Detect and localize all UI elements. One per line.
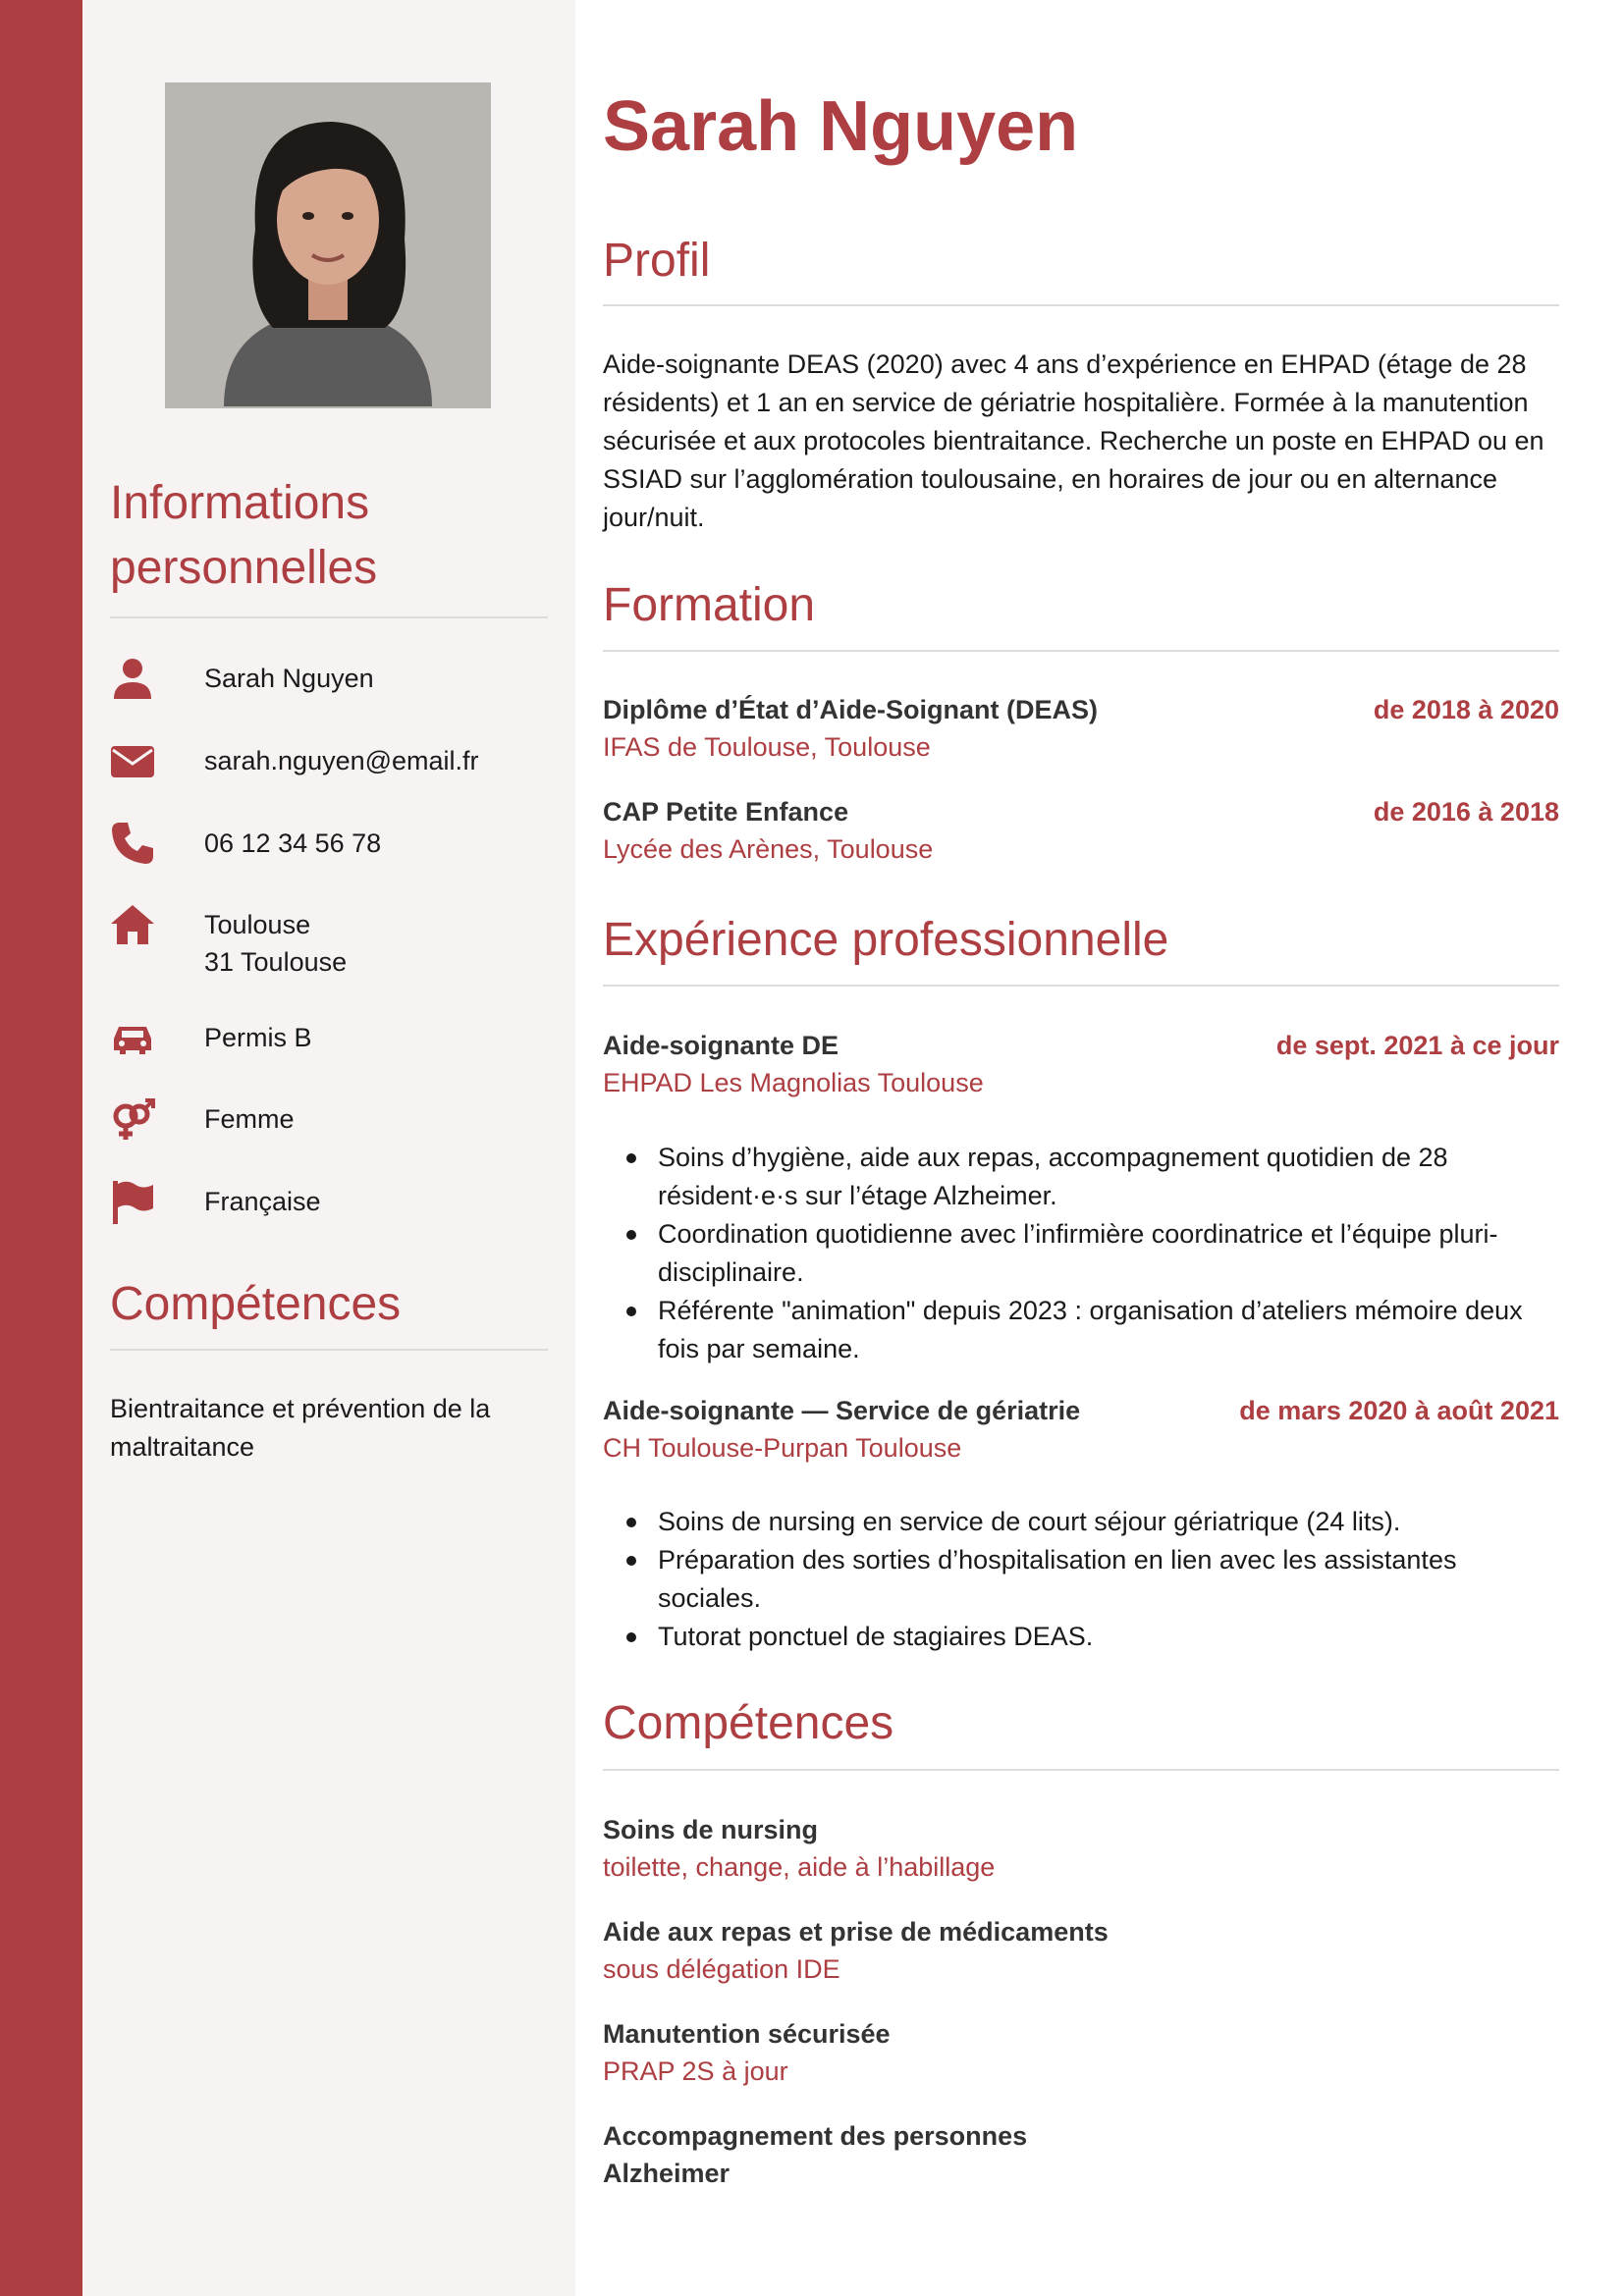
skill-title: Manutention sécurisée — [603, 2019, 891, 2049]
profil-heading: Profil — [603, 235, 711, 287]
address-city: Toulouse — [204, 910, 311, 939]
sidebar — [82, 0, 575, 2296]
list-item: Soins de nursing en service de court séjour gériatrique (24 lits). — [603, 1503, 1559, 1541]
formation-date: de 2018 à 2020 — [1373, 695, 1559, 724]
list-item: Préparation des sorties d’hospitalisation en lien avec les assistantes sociales. — [603, 1541, 1559, 1618]
info-license: Permis B — [110, 1015, 548, 1074]
sidebar-skill-text: Bientraitance et prévention de la maltraitance — [110, 1394, 491, 1462]
competences-heading: Compétences — [603, 1697, 894, 1749]
experience-title: Aide-soignante — Service de gériatrie — [603, 1396, 1081, 1425]
flag-icon — [110, 1179, 155, 1224]
formation-heading: Formation — [603, 579, 816, 631]
divider — [603, 985, 1559, 987]
sidebar-skills-heading: Compétences — [110, 1278, 402, 1330]
formation-item — [603, 793, 1559, 868]
formation-title: CAP Petite Enfance — [603, 797, 849, 827]
skill-title: Soins de nursing — [603, 1815, 819, 1844]
info-name: Sarah Nguyen — [110, 656, 548, 715]
skill-detail: toilette, change, aide à l’habillage — [603, 1852, 996, 1882]
experience-bullets — [603, 1139, 1559, 1368]
formation-place: Lycée des Arènes, Toulouse — [603, 834, 934, 864]
accent-bar — [0, 0, 82, 2296]
gender-icon — [110, 1096, 155, 1142]
divider — [603, 1769, 1559, 1771]
experience-date: de mars 2020 à août 2021 — [1239, 1396, 1559, 1425]
formation-title: Diplôme d’État d’Aide-Soignant (DEAS) — [603, 695, 1098, 724]
personal-info-heading: Informations personnelles — [110, 477, 378, 594]
user-icon — [110, 656, 155, 701]
list-item: Tutorat ponctuel de stagiaires DEAS. — [603, 1618, 1559, 1656]
info-phone: 06 12 34 56 78 — [110, 821, 548, 880]
skill-item — [603, 1913, 1192, 1988]
formation-place: IFAS de Toulouse, Toulouse — [603, 732, 931, 762]
formation-item — [603, 691, 1559, 766]
skill-detail: PRAP 2S à jour — [603, 2056, 788, 2086]
car-icon — [110, 1015, 155, 1060]
experience-title: Aide-soignante DE — [603, 1031, 839, 1060]
skill-detail: sous délégation IDE — [603, 1954, 840, 1984]
experience-heading: Expérience professionnelle — [603, 914, 1169, 966]
info-email: sarah.nguyen@email.fr — [110, 738, 548, 797]
divider — [110, 1349, 548, 1351]
address-region: 31 Toulouse — [204, 947, 348, 977]
experience-item — [603, 1027, 1559, 1101]
skill-item — [603, 2117, 1113, 2192]
info-address — [110, 902, 548, 981]
formation-date: de 2016 à 2018 — [1373, 797, 1559, 827]
phone-icon — [110, 821, 155, 866]
skill-item — [603, 1811, 1192, 1886]
info-gender: Femme — [110, 1096, 548, 1155]
skill-title: Aide aux repas et prise de médicaments — [603, 1917, 1109, 1947]
divider — [603, 650, 1559, 652]
experience-place: CH Toulouse-Purpan Toulouse — [603, 1433, 962, 1463]
home-icon — [110, 902, 155, 947]
experience-bullets — [603, 1503, 1559, 1656]
experience-date: de sept. 2021 à ce jour — [1275, 1031, 1559, 1060]
skill-item — [603, 2015, 1192, 2090]
experience-place: EHPAD Les Magnolias Toulouse — [603, 1068, 984, 1097]
profil-text: Aide-soignante DEAS (2020) avec 4 ans d’expérience en EHPAD (étage de 28 résidents) et 1 an en service de gériatrie hospitalière. Formée à la manutention sécurisée et aux protocoles bientraitance. Recherche un poste en EHPAD ou en SSIAD sur l’agglomération toulousaine, en horaires de jour ou en alternance jour/nuit. — [603, 349, 1544, 532]
skill-title: Accompagnement des personnes Alzheimer — [603, 2121, 1028, 2188]
divider — [110, 616, 548, 618]
list-item: Référente "animation" depuis 2023 : organisation d’ateliers mémoire deux fois par semaine. — [603, 1292, 1559, 1368]
list-item: Coordination quotidienne avec l’infirmière coordinatrice et l’équipe pluri-disciplinaire. — [603, 1215, 1559, 1292]
info-nationality: Française — [110, 1179, 548, 1238]
candidate-name: Sarah Nguyen — [603, 87, 1079, 166]
divider — [603, 304, 1559, 306]
profile-photo — [165, 82, 491, 408]
envelope-icon — [110, 738, 155, 783]
list-item: Soins d’hygiène, aide aux repas, accompagnement quotidien de 28 résident·e·s sur l’étage Alzheimer. — [603, 1139, 1559, 1215]
experience-item — [603, 1392, 1559, 1467]
